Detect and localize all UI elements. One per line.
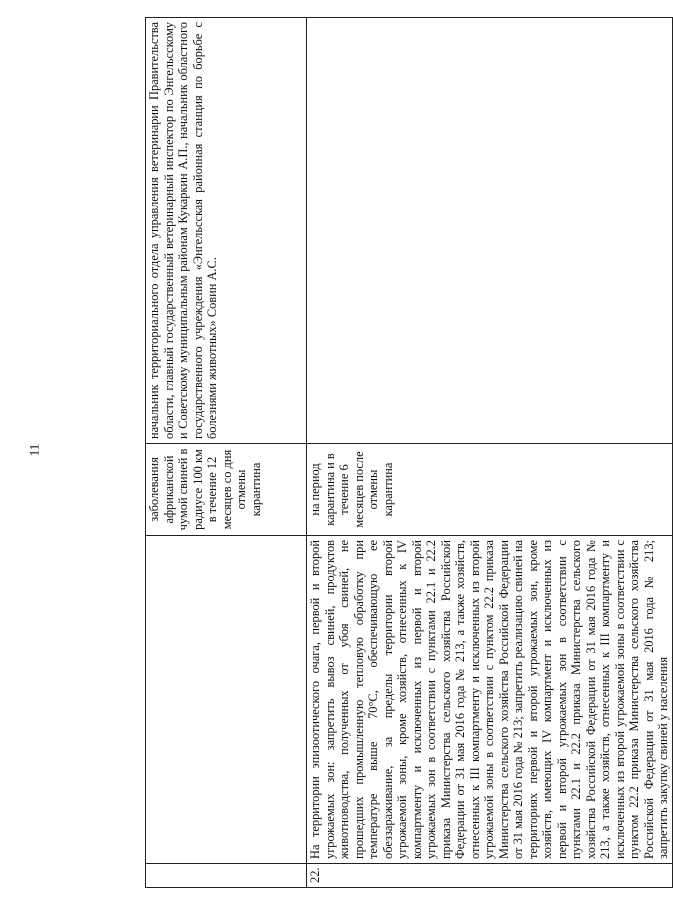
term-cell: на период карантина и в течение 6 месяцев после отмены карантина [307,444,673,536]
document-sheet [145,18,670,888]
table-row-22 [307,18,673,888]
row-number: 22. [307,864,673,888]
measure-cell-empty [146,536,307,864]
measure-text: На территории эпизоотического очага, первой и второй угрожаемых зон: запретить вывоз свиней, продуктов животноводства, полученных от убоя свиней, не прошедших промышленную тепловую обработку при температуре выше 70°С, обеспечивающую ее обеззараживание, за пределы территории второй угрожаемой зоны, кроме хозяйств, отнесенных к IV компартменту и исключенных из первой и второй угрожаемых зон в соответствии с пунктами 22.1 и 22.2 приказа Министерства сельского хозяйства Российской Федерации от 31 мая 2016 года № 213, а также хозяйств, отнесенных к III компартменту и исключенных из второй угрожаемой зоны в соответствии с пунктом 22.2 приказа Министерства сельского хозяйства Российской Федерации от 31 мая 2016 года № 213; запретить реализацию свиней на территориях первой и второй угрожаемых зон, кроме хозяйств, имеющих IV компартмент и исключенных из первой и второй угрожаемых зон в соответствии с пунктами 22.1 и 22.2 приказа Министерства сельского хозяйства Российской Федерации от 31 мая 2016 года № 213, а также хозяйств, отнесенных к III компартменту и исключенных из второй угрожаемой зоны в соответствии с пунктом 22.2 приказа Министерства сельского хозяйства Российской Федерации от 31 мая 2016 года № 213; запретить закупку свиней у населения [307,536,673,864]
term-cell: заболевания африканской чумой свиней в радиусе 100 км в течение 12 месяцев со дня отмены карантина [146,444,307,536]
measures-table [145,17,673,888]
responsible-cell-empty [307,18,673,444]
page-number: 11 [26,443,42,457]
number-cell-empty [146,864,307,888]
responsible-cell: начальник территориального отдела управления ветеринарии Правительства области, главный государственный ветеринарный инспектор по Энгельсскому и Советскому муниципальным районам Кукаркин А.П., начальник областного государственного учреждения «Энгельсская районная станция по борьбе с болезнями животных» Совин А.С. [146,18,307,444]
table-row-continued [146,18,307,888]
